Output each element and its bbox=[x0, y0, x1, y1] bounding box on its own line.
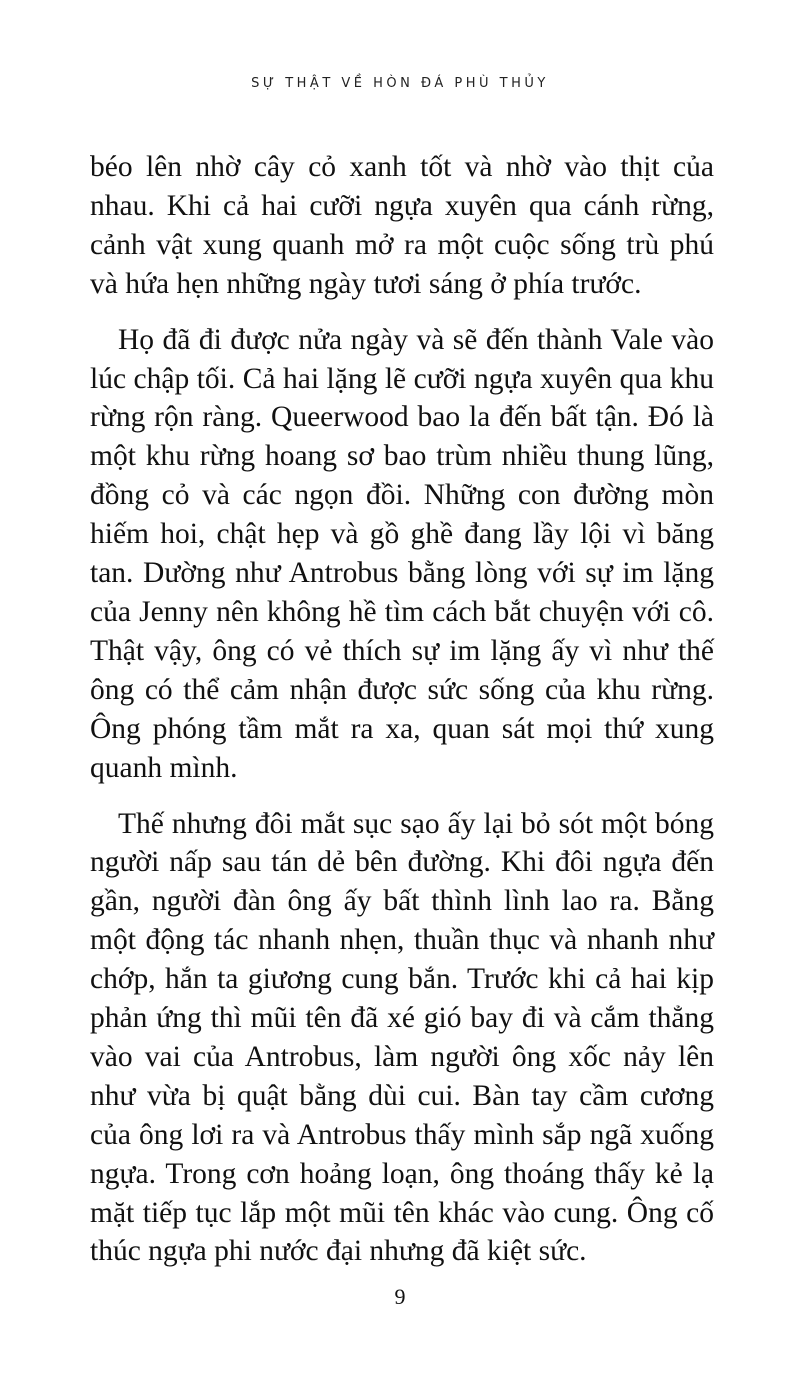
page-number: 9 bbox=[394, 1284, 406, 1309]
paragraph: Thế nhưng đôi mắt sục sạo ấy lại bỏ sót một bóng người nấp sau tán dẻ bên đường. Khi đôi ngựa đến gần, người đàn ông ấy bất thình lình lao ra. Bằng một động tác nhanh nhẹn, thuần thục và nhanh như chớp, hắn ta giương cung bắn. Trước khi cả hai kịp phản ứng thì mũi tên đã xé gió bay đi và cắm thẳng vào vai của Antrobus, làm người ông xốc nảy lên như vừa bị quật bằng dùi cui. Bàn tay cầm cương của ông lơi ra và Antrobus thấy mình sắp ngã xuống ngựa. Trong cơn hoảng loạn, ông thoáng thấy kẻ lạ mặt tiếp tục lắp một mũi tên khác vào cung. Ông cố thúc ngựa phi nước đại nhưng đã kiệt sức. bbox=[90, 807, 714, 1268]
paragraph: Họ đã đi được nửa ngày và sẽ đến thành Vale vào lúc chập tối. Cả hai lặng lẽ cưỡi ngựa xuyên qua khu rừng rộn ràng. Queerwood bao la đến bất tận. Đó là một khu rừng hoang sơ bao trùm nhiều thung lũng, đồng cỏ và các ngọn đồi. Những con đường mòn hiếm hoi, chật hẹp và gồ ghề đang lầy lội vì băng tan. Dường như Antrobus bằng lòng với sự im lặng của Jenny nên không hề tìm cách bắt chuyện với cô. Thật vậy, ông có vẻ thích sự im lặng ấy vì như thế ông có thể cảm nhận được sức sống của khu rừng. Ông phóng tầm mắt ra xa, quan sát mọi thứ xung quanh mình. bbox=[90, 323, 714, 784]
body-text bbox=[90, 148, 714, 1271]
paragraph-continued: béo lên nhờ cây cỏ xanh tốt và nhờ vào thịt của nhau. Khi cả hai cưỡi ngựa xuyên qua cánh rừng, cảnh vật xung quanh mở ra một cuộc sống trù phú và hứa hẹn những ngày tươi sáng ở phía trước. bbox=[90, 151, 714, 300]
running-header: SỰ THẬT VỀ HÒN ĐÁ PHÙ THỦY bbox=[251, 76, 549, 91]
